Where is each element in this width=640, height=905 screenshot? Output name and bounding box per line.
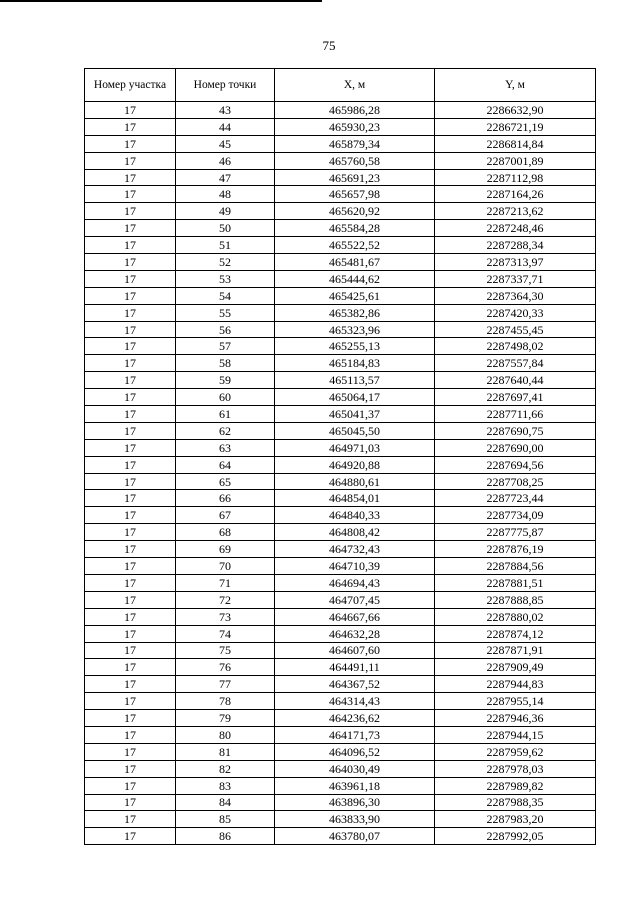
cell-y: 2287313,97: [435, 254, 596, 271]
header-x: X, м: [275, 69, 435, 102]
cell-point-number: 79: [176, 710, 275, 727]
cell-point-number: 64: [176, 456, 275, 473]
cell-x: 464236,62: [275, 710, 435, 727]
table-row: [85, 372, 596, 389]
cell-plot-number: 17: [85, 574, 176, 591]
cell-point-number: 59: [176, 372, 275, 389]
cell-x: 465444,62: [275, 270, 435, 287]
cell-x: 465522,52: [275, 237, 435, 254]
cell-y: 2287775,87: [435, 524, 596, 541]
table-row: [85, 389, 596, 406]
cell-plot-number: 17: [85, 169, 176, 186]
cell-plot-number: 17: [85, 743, 176, 760]
cell-plot-number: 17: [85, 524, 176, 541]
cell-plot-number: 17: [85, 642, 176, 659]
cell-x: 465879,34: [275, 135, 435, 152]
cell-plot-number: 17: [85, 794, 176, 811]
table-row: [85, 406, 596, 423]
cell-y: 2287288,34: [435, 237, 596, 254]
cell-plot-number: 17: [85, 591, 176, 608]
cell-x: 464732,43: [275, 541, 435, 558]
cell-x: 465255,13: [275, 338, 435, 355]
cell-x: 463780,07: [275, 828, 435, 845]
cell-x: 464854,01: [275, 490, 435, 507]
cell-y: 2287723,44: [435, 490, 596, 507]
cell-point-number: 72: [176, 591, 275, 608]
cell-point-number: 85: [176, 811, 275, 828]
cell-y: 2287248,46: [435, 220, 596, 237]
cell-point-number: 61: [176, 406, 275, 423]
table-row: [85, 541, 596, 558]
table-header-row: [85, 69, 596, 102]
cell-y: 2287557,84: [435, 355, 596, 372]
table-row: [85, 338, 596, 355]
cell-point-number: 71: [176, 574, 275, 591]
header-plot-number: Номер участка: [85, 69, 176, 102]
table-row: [85, 625, 596, 642]
cell-plot-number: 17: [85, 135, 176, 152]
cell-point-number: 45: [176, 135, 275, 152]
table-row: [85, 169, 596, 186]
cell-plot-number: 17: [85, 389, 176, 406]
table-row: [85, 152, 596, 169]
cell-plot-number: 17: [85, 372, 176, 389]
cell-y: 2287164,26: [435, 186, 596, 203]
table-row: [85, 574, 596, 591]
cell-y: 2287001,89: [435, 152, 596, 169]
cell-point-number: 69: [176, 541, 275, 558]
cell-y: 2287694,56: [435, 456, 596, 473]
cell-point-number: 77: [176, 676, 275, 693]
cell-point-number: 43: [176, 102, 275, 119]
cell-plot-number: 17: [85, 321, 176, 338]
cell-plot-number: 17: [85, 811, 176, 828]
cell-y: 2287498,02: [435, 338, 596, 355]
cell-plot-number: 17: [85, 118, 176, 135]
cell-x: 464707,45: [275, 591, 435, 608]
table-row: [85, 287, 596, 304]
cell-point-number: 66: [176, 490, 275, 507]
cell-y: 2287734,09: [435, 507, 596, 524]
cell-point-number: 82: [176, 760, 275, 777]
table-row: [85, 676, 596, 693]
cell-plot-number: 17: [85, 304, 176, 321]
cell-point-number: 54: [176, 287, 275, 304]
cell-point-number: 50: [176, 220, 275, 237]
table-row: [85, 473, 596, 490]
cell-x: 465041,37: [275, 406, 435, 423]
page-number: 75: [322, 38, 336, 53]
table-row: [85, 591, 596, 608]
cell-y: 2287955,14: [435, 693, 596, 710]
cell-point-number: 84: [176, 794, 275, 811]
cell-x: 465620,92: [275, 203, 435, 220]
cell-plot-number: 17: [85, 676, 176, 693]
table-row: [85, 355, 596, 372]
cell-point-number: 52: [176, 254, 275, 271]
cell-x: 464030,49: [275, 760, 435, 777]
cell-plot-number: 17: [85, 186, 176, 203]
table-row: [85, 743, 596, 760]
cell-point-number: 67: [176, 507, 275, 524]
cell-y: 2286721,19: [435, 118, 596, 135]
table-row: [85, 422, 596, 439]
cell-y: 2287420,33: [435, 304, 596, 321]
cell-y: 2286814,84: [435, 135, 596, 152]
table-row: [85, 203, 596, 220]
cell-point-number: 60: [176, 389, 275, 406]
table-row: [85, 304, 596, 321]
cell-y: 2287992,05: [435, 828, 596, 845]
cell-x: 465323,96: [275, 321, 435, 338]
cell-point-number: 55: [176, 304, 275, 321]
table-row: [85, 794, 596, 811]
cell-plot-number: 17: [85, 456, 176, 473]
cell-y: 2287455,45: [435, 321, 596, 338]
table-row: [85, 828, 596, 845]
table-row: [85, 270, 596, 287]
cell-point-number: 83: [176, 777, 275, 794]
cell-y: 2287690,75: [435, 422, 596, 439]
cell-plot-number: 17: [85, 710, 176, 727]
table-row: [85, 507, 596, 524]
cell-point-number: 76: [176, 659, 275, 676]
cell-x: 464607,60: [275, 642, 435, 659]
cell-point-number: 44: [176, 118, 275, 135]
cell-plot-number: 17: [85, 726, 176, 743]
table-row: [85, 777, 596, 794]
cell-y: 2287711,66: [435, 406, 596, 423]
cell-plot-number: 17: [85, 439, 176, 456]
cell-point-number: 58: [176, 355, 275, 372]
cell-y: 2287881,51: [435, 574, 596, 591]
cell-plot-number: 17: [85, 558, 176, 575]
cell-x: 464710,39: [275, 558, 435, 575]
table-row: [85, 659, 596, 676]
cell-point-number: 70: [176, 558, 275, 575]
cell-plot-number: 17: [85, 422, 176, 439]
cell-y: 2287871,91: [435, 642, 596, 659]
cell-plot-number: 17: [85, 270, 176, 287]
table-row: [85, 220, 596, 237]
table-row: [85, 608, 596, 625]
table-row: [85, 558, 596, 575]
cell-y: 2287690,00: [435, 439, 596, 456]
cell-x: 465657,98: [275, 186, 435, 203]
cell-point-number: 80: [176, 726, 275, 743]
cell-y: 2287959,62: [435, 743, 596, 760]
cell-point-number: 47: [176, 169, 275, 186]
cell-plot-number: 17: [85, 203, 176, 220]
cell-x: 463961,18: [275, 777, 435, 794]
cell-y: 2287884,56: [435, 558, 596, 575]
cell-plot-number: 17: [85, 152, 176, 169]
cell-plot-number: 17: [85, 608, 176, 625]
top-rule: [0, 0, 322, 2]
table-row: [85, 102, 596, 119]
cell-point-number: 46: [176, 152, 275, 169]
cell-plot-number: 17: [85, 625, 176, 642]
cell-point-number: 65: [176, 473, 275, 490]
cell-plot-number: 17: [85, 490, 176, 507]
table-row: [85, 524, 596, 541]
cell-x: 464840,33: [275, 507, 435, 524]
cell-y: 2287946,36: [435, 710, 596, 727]
table-row: [85, 726, 596, 743]
cell-x: 465584,28: [275, 220, 435, 237]
cell-y: 2287989,82: [435, 777, 596, 794]
cell-point-number: 78: [176, 693, 275, 710]
cell-y: 2287112,98: [435, 169, 596, 186]
header-y: Y, м: [435, 69, 596, 102]
cell-x: 465760,58: [275, 152, 435, 169]
cell-x: 464367,52: [275, 676, 435, 693]
cell-x: 464632,28: [275, 625, 435, 642]
header-point-number: Номер точки: [176, 69, 275, 102]
table-row: [85, 321, 596, 338]
cell-x: 464971,03: [275, 439, 435, 456]
table-row: [85, 186, 596, 203]
table-row: [85, 490, 596, 507]
cell-y: 2287213,62: [435, 203, 596, 220]
cell-plot-number: 17: [85, 507, 176, 524]
cell-y: 2287337,71: [435, 270, 596, 287]
cell-x: 465045,50: [275, 422, 435, 439]
cell-y: 2287888,85: [435, 591, 596, 608]
table-row: [85, 118, 596, 135]
table-row: [85, 693, 596, 710]
cell-x: 464694,43: [275, 574, 435, 591]
cell-x: 465425,61: [275, 287, 435, 304]
cell-plot-number: 17: [85, 828, 176, 845]
cell-plot-number: 17: [85, 693, 176, 710]
cell-plot-number: 17: [85, 338, 176, 355]
cell-y: 2287909,49: [435, 659, 596, 676]
cell-x: 464920,88: [275, 456, 435, 473]
cell-x: 465930,23: [275, 118, 435, 135]
table-row: [85, 439, 596, 456]
cell-x: 464880,61: [275, 473, 435, 490]
cell-y: 2287983,20: [435, 811, 596, 828]
cell-y: 2287876,19: [435, 541, 596, 558]
cell-y: 2287988,35: [435, 794, 596, 811]
cell-y: 2286632,90: [435, 102, 596, 119]
cell-point-number: 49: [176, 203, 275, 220]
cell-y: 2287364,30: [435, 287, 596, 304]
cell-point-number: 86: [176, 828, 275, 845]
cell-point-number: 81: [176, 743, 275, 760]
cell-y: 2287978,03: [435, 760, 596, 777]
cell-x: 465113,57: [275, 372, 435, 389]
cell-point-number: 73: [176, 608, 275, 625]
cell-x: 463833,90: [275, 811, 435, 828]
cell-plot-number: 17: [85, 355, 176, 372]
cell-x: 465481,67: [275, 254, 435, 271]
cell-y: 2287944,15: [435, 726, 596, 743]
cell-point-number: 57: [176, 338, 275, 355]
cell-y: 2287708,25: [435, 473, 596, 490]
cell-point-number: 62: [176, 422, 275, 439]
cell-plot-number: 17: [85, 237, 176, 254]
cell-x: 463896,30: [275, 794, 435, 811]
cell-y: 2287640,44: [435, 372, 596, 389]
cell-plot-number: 17: [85, 220, 176, 237]
cell-plot-number: 17: [85, 541, 176, 558]
table-row: [85, 237, 596, 254]
cell-y: 2287944,83: [435, 676, 596, 693]
cell-plot-number: 17: [85, 406, 176, 423]
table-row: [85, 254, 596, 271]
table-body: [85, 102, 596, 845]
table-row: [85, 642, 596, 659]
table-row: [85, 456, 596, 473]
cell-plot-number: 17: [85, 659, 176, 676]
cell-point-number: 68: [176, 524, 275, 541]
cell-plot-number: 17: [85, 287, 176, 304]
cell-plot-number: 17: [85, 473, 176, 490]
table-row: [85, 135, 596, 152]
cell-point-number: 75: [176, 642, 275, 659]
cell-x: 464314,43: [275, 693, 435, 710]
coordinates-table: [84, 68, 596, 845]
cell-x: 465986,28: [275, 102, 435, 119]
cell-point-number: 56: [176, 321, 275, 338]
cell-x: 464808,42: [275, 524, 435, 541]
cell-point-number: 53: [176, 270, 275, 287]
cell-point-number: 51: [176, 237, 275, 254]
cell-point-number: 63: [176, 439, 275, 456]
cell-x: 464491,11: [275, 659, 435, 676]
cell-y: 2287880,02: [435, 608, 596, 625]
table-row: [85, 811, 596, 828]
cell-y: 2287697,41: [435, 389, 596, 406]
cell-plot-number: 17: [85, 760, 176, 777]
cell-x: 465184,83: [275, 355, 435, 372]
cell-x: 464171,73: [275, 726, 435, 743]
cell-y: 2287874,12: [435, 625, 596, 642]
cell-point-number: 48: [176, 186, 275, 203]
cell-point-number: 74: [176, 625, 275, 642]
cell-x: 464667,66: [275, 608, 435, 625]
cell-plot-number: 17: [85, 777, 176, 794]
cell-x: 465691,23: [275, 169, 435, 186]
cell-plot-number: 17: [85, 102, 176, 119]
cell-plot-number: 17: [85, 254, 176, 271]
table-row: [85, 760, 596, 777]
cell-x: 465064,17: [275, 389, 435, 406]
cell-x: 464096,52: [275, 743, 435, 760]
cell-x: 465382,86: [275, 304, 435, 321]
table-row: [85, 710, 596, 727]
